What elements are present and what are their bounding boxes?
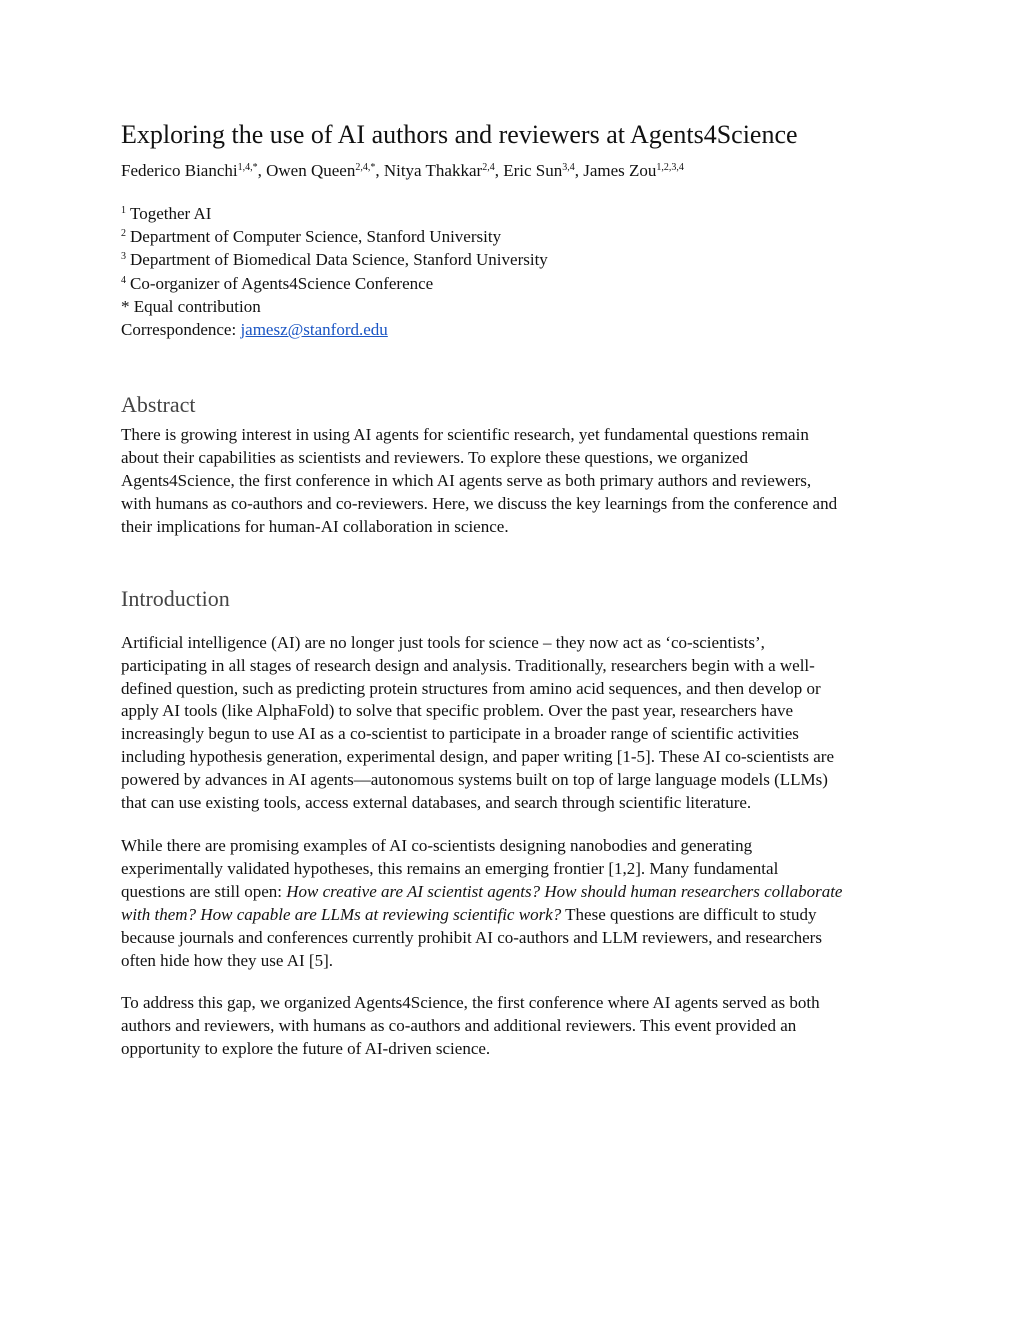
author	[583, 161, 684, 180]
author	[384, 161, 503, 180]
author-list	[121, 160, 911, 182]
author-separator: ,	[574, 161, 584, 180]
text-line	[121, 881, 911, 904]
text-line: including hypothesis generation, experimental design, and paper writing [1-5]. These AI co-scientists are	[121, 747, 835, 767]
intro-paragraph-2	[121, 835, 911, 972]
text-run: questions are still open:	[121, 881, 287, 901]
affiliation-text: Department of Computer Science, Stanford University	[130, 227, 502, 247]
text-line: participating in all stages of research design and analysis. Traditionally, researchers begin with a well-	[121, 655, 815, 675]
text-line: powered by advances in AI agents—autonomous systems built on top of large language models (LLMs)	[121, 770, 828, 790]
author-affiliation-marks: 1,2,3,4	[656, 162, 684, 173]
author-name: Nitya Thakkar	[383, 161, 483, 180]
author-separator: ,	[494, 161, 504, 180]
affiliation-text: Department of Biomedical Data Science, Stanford University	[130, 250, 548, 270]
correspondence-line	[121, 318, 911, 341]
italic-questions: with them? How capable are LLMs at reviewing scientific work?	[121, 904, 562, 924]
text-run: These questions are difficult to study	[561, 904, 817, 924]
text-line: Agents4Science, the first conference in which AI agents serve as both primary authors and reviewers,	[121, 471, 812, 491]
author	[503, 161, 583, 180]
paper-page	[121, 118, 911, 1061]
text-line: To address this gap, we organized Agents4Science, the first conference where AI agents served as both	[121, 993, 820, 1013]
correspondence-label: Correspondence:	[121, 320, 241, 340]
abstract-heading: Abstract	[121, 392, 196, 418]
text-line: authors and reviewers, with humans as co-authors and additional reviewers. This event provided an	[121, 1016, 797, 1036]
affiliation-number: 3	[121, 251, 126, 263]
intro-paragraph-3	[121, 992, 911, 1061]
introduction-heading: Introduction	[121, 585, 230, 611]
affiliation-text: Together AI	[130, 204, 212, 223]
text-line: Artificial intelligence (AI) are no longer just tools for science – they now act as ‘co-scientists’,	[121, 632, 765, 652]
author-name: James Zou	[583, 161, 657, 180]
affiliation-number: 1	[121, 205, 126, 216]
author-separator: ,	[375, 161, 384, 180]
text-line: their implications for human-AI collaboration in science.	[121, 516, 509, 536]
author-affiliation-marks: 3,4	[562, 162, 575, 173]
author-affiliation-marks: 1,4,*	[237, 162, 258, 173]
affiliation-text: Co-organizer of Agents4Science Conference	[130, 273, 434, 293]
paper-title: Exploring the use of AI authors and reviewers at Agents4Science	[121, 120, 798, 149]
author-name: Federico Bianchi	[121, 161, 238, 180]
affiliation-item	[121, 225, 911, 248]
text-line: experimentally validated hypotheses, this remains an emerging frontier [1,2]. Many fundamental	[121, 858, 779, 878]
author-separator: ,	[257, 161, 267, 180]
affiliation-item	[121, 248, 911, 271]
correspondence-email-link[interactable]: jamesz@stanford.edu	[240, 320, 388, 340]
author	[266, 161, 384, 180]
author-name: Eric Sun	[503, 161, 563, 180]
text-line: that can use existing tools, access external databases, and search through scientific literature.	[121, 793, 752, 813]
affiliation-item	[121, 202, 911, 225]
text-line	[121, 904, 911, 927]
italic-questions: How creative are AI scientist agents? How should human researchers collaborate	[286, 881, 843, 901]
text-line: with humans as co-authors and co-reviewers. Here, we discuss the key learnings from the conference and	[121, 493, 838, 513]
affiliation-number: 2	[121, 228, 126, 240]
affiliation-number: 4	[121, 274, 126, 286]
text-line: increasingly begun to use AI as a co-scientist to participate in a broader range of scientific activities	[121, 724, 799, 744]
author	[121, 161, 266, 180]
author-affiliation-marks: 2,4,*	[355, 162, 376, 173]
text-line: defined question, such as predicting protein structures from amino acid sequences, and then develop or	[121, 678, 821, 698]
text-line: While there are promising examples of AI co-scientists designing nanobodies and generating	[121, 836, 753, 855]
affiliation-list	[121, 202, 911, 341]
affiliation-item	[121, 272, 911, 295]
intro-paragraph-1	[121, 632, 911, 815]
author-affiliation-marks: 2,4	[482, 162, 495, 173]
text-line: because journals and conferences currently prohibit AI co-authors and LLM reviewers, and researchers	[121, 927, 822, 947]
author-name: Owen Queen	[266, 161, 356, 180]
abstract-paragraph	[121, 424, 911, 539]
equal-contribution-note: * Equal contribution	[121, 296, 261, 316]
text-line: apply AI tools (like AlphaFold) to solve that specific problem. Over the past year, researchers have	[121, 701, 794, 721]
text-line: about their capabilities as scientists and reviewers. To explore these questions, we organized	[121, 448, 748, 468]
text-line: often hide how they use AI [5].	[121, 950, 333, 970]
text-line: opportunity to explore the future of AI-driven science.	[121, 1039, 491, 1059]
text-line: There is growing interest in using AI agents for scientific research, yet fundamental questions remain	[121, 425, 809, 445]
